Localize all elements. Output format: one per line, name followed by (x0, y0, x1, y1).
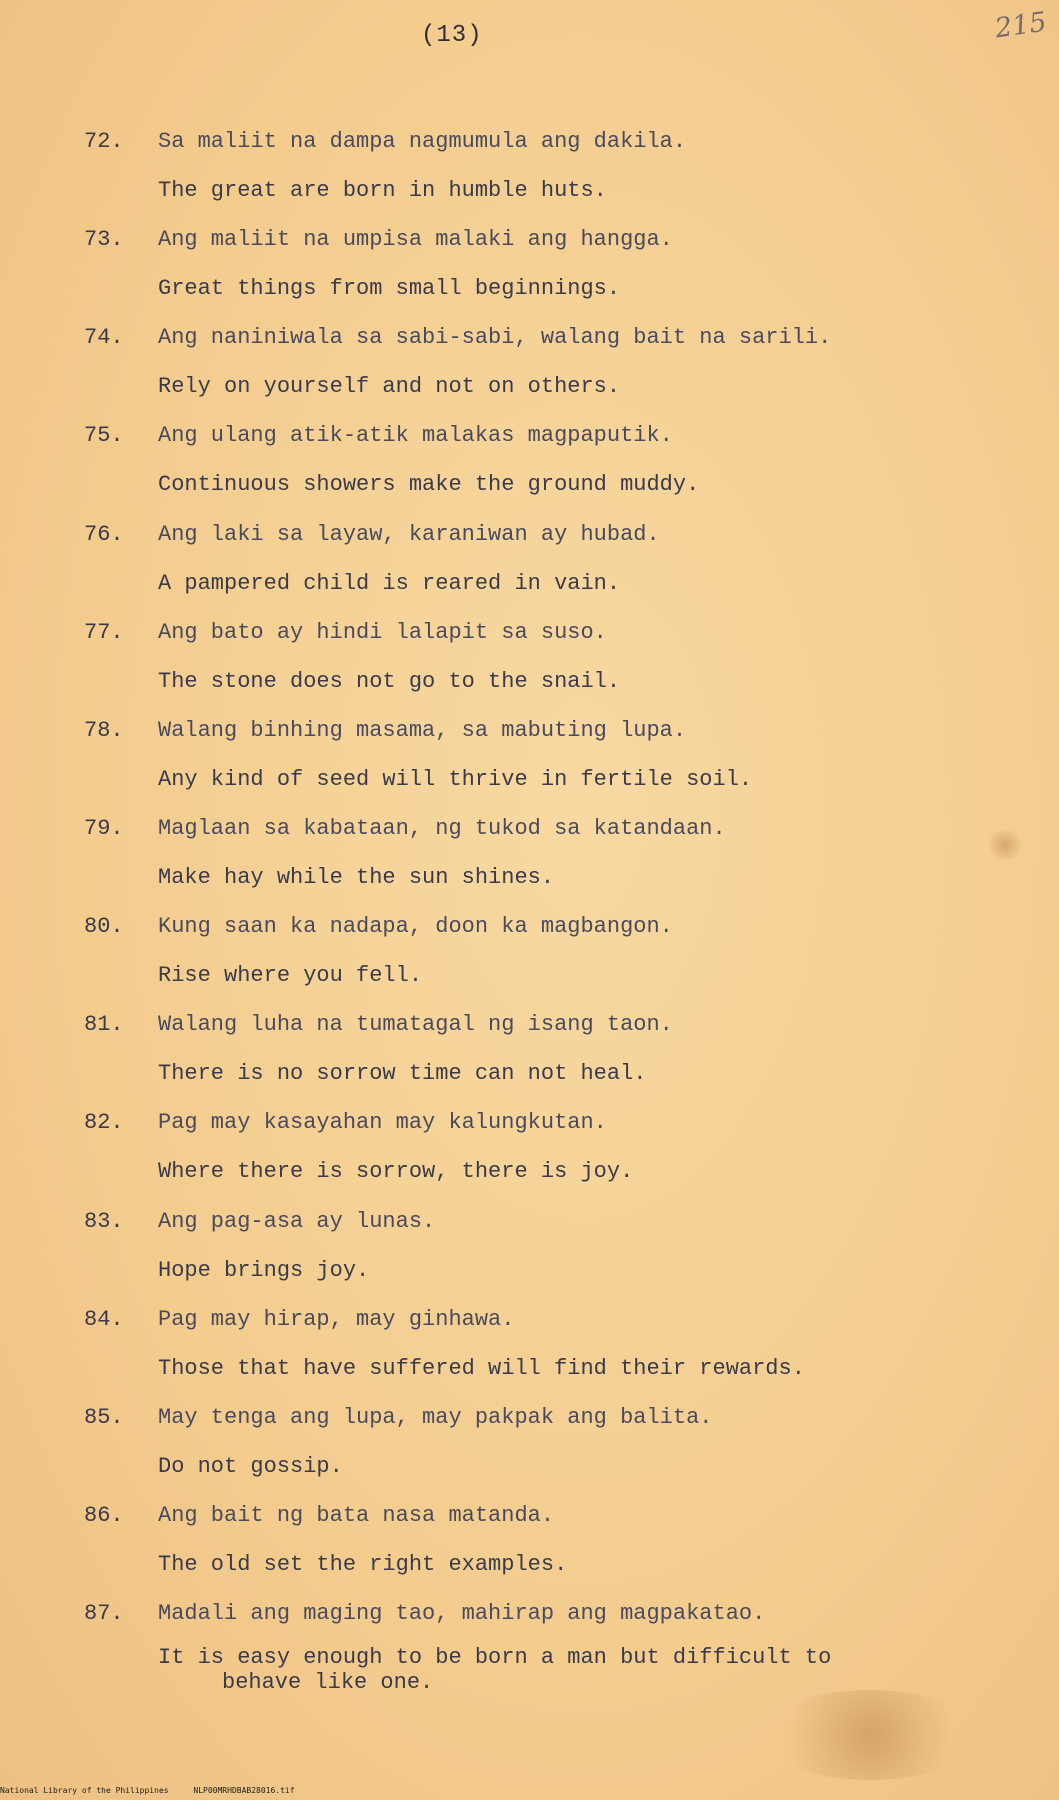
proverb-english: Rise where you fell. (158, 963, 423, 988)
proverb-tagalog: Ang ulang atik-atik malakas magpaputik. (158, 423, 673, 448)
proverb-tagalog: Ang laki sa layaw, karaniwan ay hubad. (158, 522, 660, 547)
proverb-tagalog: Walang luha na tumatagal ng isang taon. (158, 1012, 673, 1037)
proverb-item (84, 816, 1004, 914)
proverb-english: Rely on yourself and not on others. (158, 374, 621, 399)
proverb-tagalog: Maglaan sa kabataan, ng tukod sa katandaan. (158, 816, 726, 841)
proverb-tagalog: Pag may kasayahan may kalungkutan. (158, 1110, 607, 1135)
proverb-item (84, 227, 1004, 325)
proverb-number: 73. (84, 227, 124, 252)
proverb-tagalog: Ang bato ay hindi lalapit sa suso. (158, 620, 607, 645)
proverb-number: 86. (84, 1503, 124, 1528)
proverb-number: 81. (84, 1012, 124, 1037)
proverb-english: Hope brings joy. (158, 1258, 370, 1283)
proverb-item (84, 129, 1004, 227)
proverb-item (84, 620, 1004, 718)
proverb-item (84, 522, 1004, 620)
proverb-tagalog: Pag may hirap, may ginhawa. (158, 1307, 515, 1332)
proverb-tagalog: Ang bait ng bata nasa matanda. (158, 1503, 555, 1528)
proverb-tagalog: Madali ang maging tao, mahirap ang magpakatao. (158, 1601, 766, 1626)
proverb-number: 78. (84, 718, 124, 743)
proverb-number: 72. (84, 129, 124, 154)
scan-footer (0, 1786, 1059, 1800)
proverb-tagalog: May tenga ang lupa, may pakpak ang balita. (158, 1405, 713, 1430)
proverb-english-line: behave like one. (222, 1670, 434, 1695)
proverb-english: Those that have suffered will find their rewards. (158, 1356, 805, 1381)
proverb-number: 83. (84, 1209, 124, 1234)
proverb-item (84, 718, 1004, 816)
proverb-item (84, 1405, 1004, 1503)
proverb-number: 77. (84, 620, 124, 645)
proverb-item (84, 1110, 1004, 1208)
proverb-tagalog: Ang maliit na umpisa malaki ang hangga. (158, 227, 673, 252)
proverb-english: A pampered child is reared in vain. (158, 571, 621, 596)
proverb-item (84, 423, 1004, 521)
proverb-number: 76. (84, 522, 124, 547)
proverb-item (84, 1012, 1004, 1110)
proverb-number: 82. (84, 1110, 124, 1135)
proverb-english: Do not gossip. (158, 1454, 343, 1479)
footer-file-id: NLP00MRHDBAB28016.tif (193, 1786, 295, 1795)
proverb-item (84, 325, 1004, 423)
proverb-english: Continuous showers make the ground muddy. (158, 472, 700, 497)
proverb-english: Make hay while the sun shines. (158, 865, 555, 890)
proverb-item (84, 1307, 1004, 1405)
proverb-item (84, 1209, 1004, 1307)
proverb-english: The great are born in humble huts. (158, 178, 607, 203)
proverb-item (84, 1601, 1004, 1711)
proverb-item (84, 914, 1004, 1012)
footer-institution: National Library of the Philippines (0, 1786, 169, 1795)
proverb-tagalog: Ang pag-asa ay lunas. (158, 1209, 436, 1234)
proverb-number: 74. (84, 325, 124, 350)
proverb-english: The old set the right examples. (158, 1552, 568, 1577)
proverb-english: Where there is sorrow, there is joy. (158, 1159, 634, 1184)
proverb-english-line: It is easy enough to be born a man but difficult to (158, 1645, 832, 1670)
proverb-item (84, 1503, 1004, 1601)
proverb-number: 79. (84, 816, 124, 841)
proverb-number: 75. (84, 423, 124, 448)
proverb-english: Great things from small beginnings. (158, 276, 621, 301)
proverb-tagalog: Sa maliit na dampa nagmumula ang dakila. (158, 129, 687, 154)
proverb-english: Any kind of seed will thrive in fertile soil. (158, 767, 753, 792)
proverb-english (158, 1645, 938, 1695)
proverb-english: The stone does not go to the snail. (158, 669, 621, 694)
handwritten-folio-number: 215 (993, 6, 1049, 45)
proverb-tagalog: Kung saan ka nadapa, doon ka magbangon. (158, 914, 673, 939)
proverb-number: 80. (84, 914, 124, 939)
proverb-number: 85. (84, 1405, 124, 1430)
page-number: (13) (421, 22, 483, 49)
proverb-english: There is no sorrow time can not heal. (158, 1061, 647, 1086)
proverb-number: 84. (84, 1307, 124, 1332)
proverb-number: 87. (84, 1601, 124, 1626)
proverb-tagalog: Walang binhing masama, sa mabuting lupa. (158, 718, 687, 743)
proverb-tagalog: Ang naniniwala sa sabi-sabi, walang bait na sarili. (158, 325, 832, 350)
